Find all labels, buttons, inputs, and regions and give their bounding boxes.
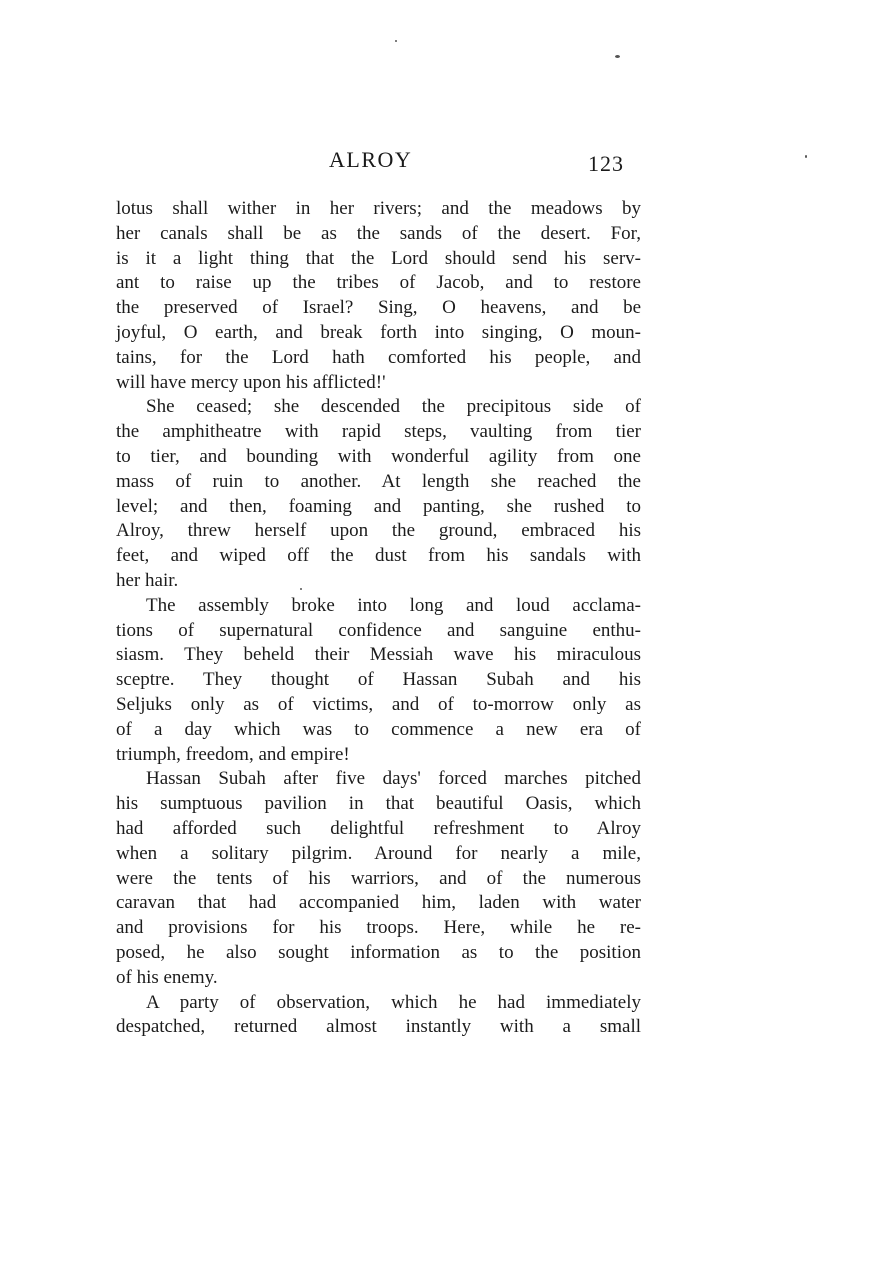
text-line: the preserved of Israel? Sing, O heavens, and be [116,297,641,319]
text-line: of a day which was to commence a new era of [116,718,641,740]
text-line: The assembly broke into long and loud acclama- [146,594,641,616]
text-line: She ceased; she descended the precipitous side of [146,396,641,418]
text-line: of his enemy. [116,966,218,988]
text-line: posed, he also sought information as to the position [116,941,641,963]
text-line: her hair. [116,569,179,591]
text-line: Hassan Subah after five days' forced marches pitched [146,768,641,790]
text-line: the amphitheatre with rapid steps, vaulting from tier [116,421,641,443]
text-line: feet, and wiped off the dust from his sandals with [116,545,641,567]
text-line: tains, for the Lord hath comforted his people, and [116,346,641,368]
text-line: sceptre. They thought of Hassan Subah and his [116,669,641,691]
text-line: lotus shall wither in her rivers; and the meadows by [116,198,641,219]
text-line: level; and then, foaming and panting, she rushed to [116,495,641,517]
text-line: his sumptuous pavilion in that beautiful Oasis, which [116,793,641,815]
page-number: 123 [588,151,624,176]
running-head [0,143,869,179]
text-line: to tier, and bounding with wonderful agility from one [116,445,641,467]
text-line: will have mercy upon his afflicted!' [116,371,386,393]
scan-speck [395,40,397,42]
text-line: tions of supernatural confidence and sanguine enthu- [116,619,641,641]
text-line: when a solitary pilgrim. Around for nearly a mile, [116,842,641,864]
text-line: were the tents of his warriors, and of the numerous [116,867,641,889]
text-line: Alroy, threw herself upon the ground, embraced his [116,520,641,542]
text-line: triumph, freedom, and empire! [116,743,350,765]
running-title: ALROY [329,147,413,172]
body-text [116,197,641,1040]
text-line: A party of observation, which he had immediately [146,991,641,1013]
text-line: mass of ruin to another. At length she reached the [116,470,641,492]
text-line: caravan that had accompanied him, laden with water [116,892,641,914]
text-line: had afforded such delightful refreshment to Alroy [116,817,641,839]
text-line: ant to raise up the tribes of Jacob, and to restore [116,272,641,294]
text-line: despatched, returned almost instantly with a small [116,1016,641,1038]
text-line: Seljuks only as of victims, and of to-morrow only as [116,693,641,715]
text-line: siasm. They beheld their Messiah wave his miraculous [116,644,641,666]
scan-speck [615,55,620,58]
text-line: joyful, O earth, and break forth into singing, O moun- [116,321,641,343]
text-line: is it a light thing that the Lord should send his serv- [116,247,641,269]
text-line: and provisions for his troops. Here, while he re- [116,917,641,939]
text-line: her canals shall be as the sands of the desert. For, [116,222,641,244]
